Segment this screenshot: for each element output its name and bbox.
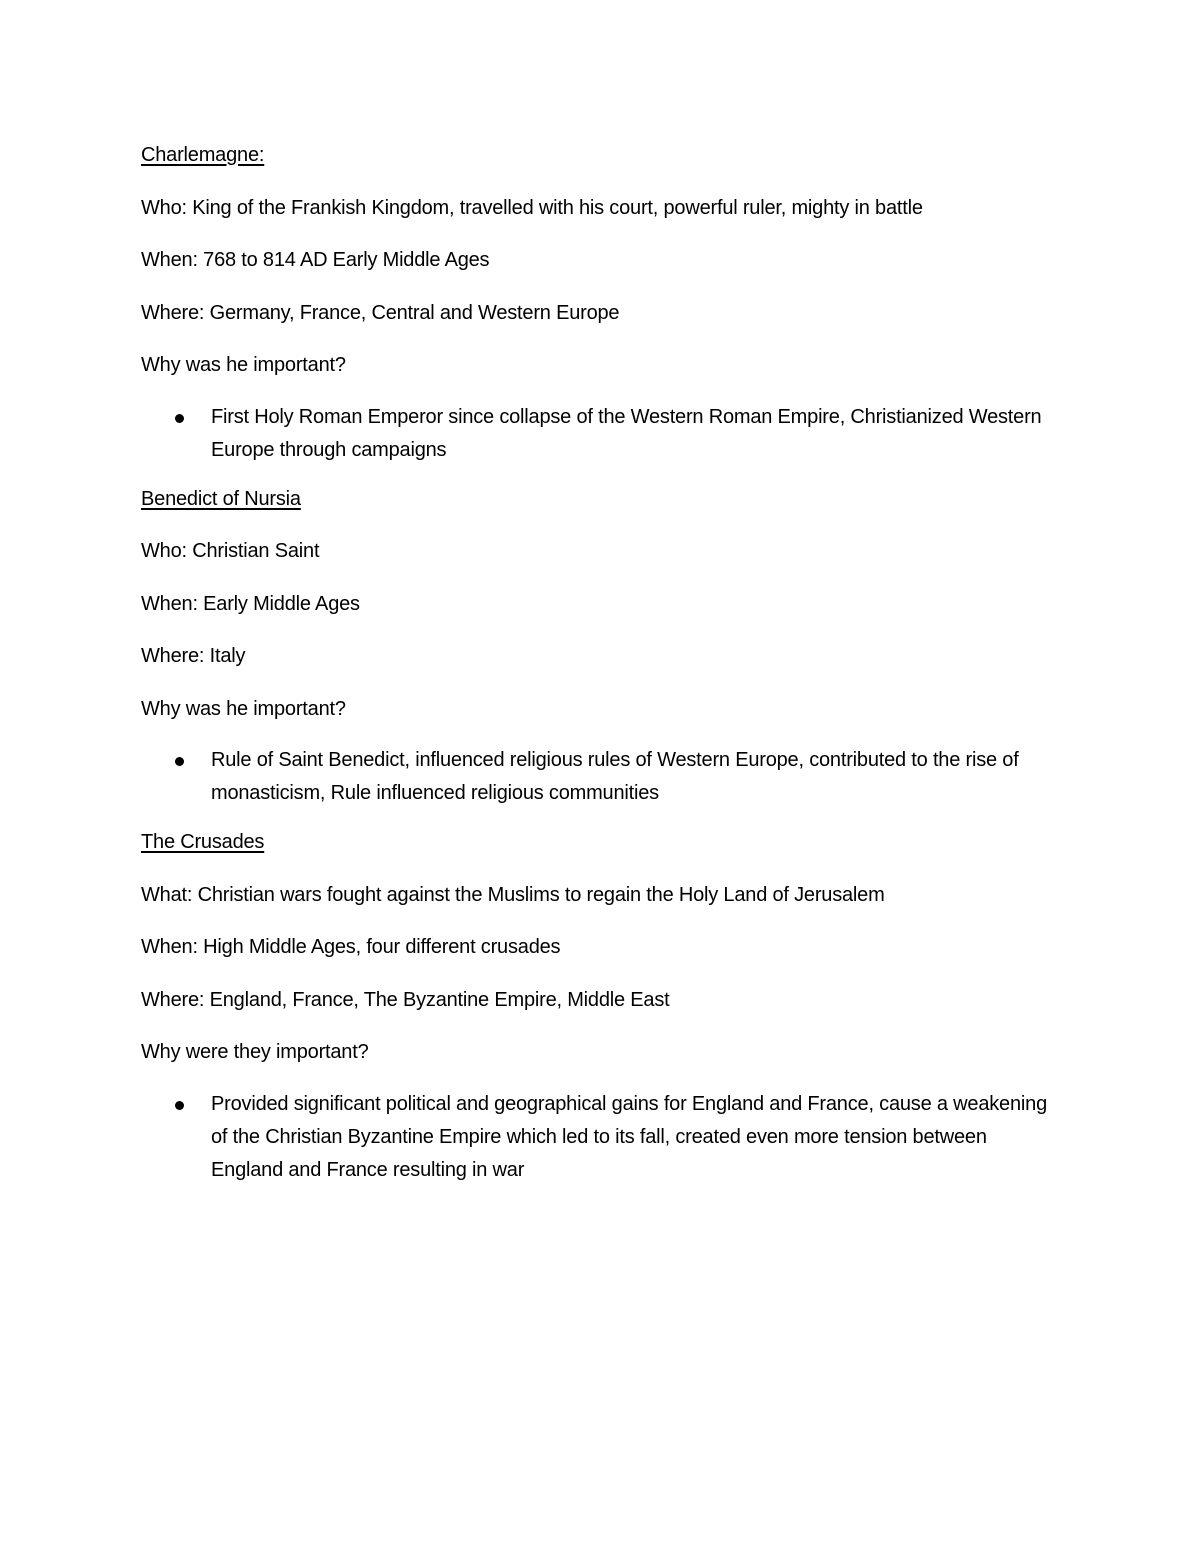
document-body: [141, 142, 1061, 1206]
bullet-item: [141, 1088, 1061, 1187]
section-heading-charlemagne: Charlemagne:: [141, 144, 265, 166]
what-line: What: Christian wars fought against the Muslims to regain the Holy Land of Jerusalem: [141, 883, 885, 906]
bullet-item: [141, 744, 1061, 810]
bullet-text: Provided significant political and geographical gains for England and France, cause a weakening of the Christian Byzantine Empire which led to its fall, created even more tension between England and France resulting in war: [211, 1092, 1047, 1181]
bullet-icon: [175, 1101, 184, 1110]
when-line: When: Early Middle Ages: [141, 592, 360, 615]
where-line: Where: Germany, France, Central and Western Europe: [141, 301, 620, 324]
section-heading-benedict: Benedict of Nursia: [141, 487, 301, 510]
why-question: Why was he important?: [141, 354, 346, 376]
who-line: Who: Christian Saint: [141, 540, 320, 562]
bullet-text: Rule of Saint Benedict, influenced religious rules of Western Europe, contributed to the rise of monasticism, Rule influenced religious communities: [211, 749, 1019, 804]
why-question: Why were they important?: [141, 1041, 369, 1063]
when-line: When: High Middle Ages, four different crusades: [141, 936, 561, 958]
when-line: When: 768 to 814 AD Early Middle Ages: [141, 249, 490, 271]
where-line: Where: Italy: [141, 645, 246, 667]
where-line: Where: England, France, The Byzantine Empire, Middle East: [141, 988, 670, 1011]
why-question: Why was he important?: [141, 697, 346, 720]
bullet-item: [141, 401, 1061, 467]
bullet-icon: [175, 757, 184, 766]
section-heading-crusades: The Crusades: [141, 831, 265, 853]
who-line: Who: King of the Frankish Kingdom, travelled with his court, powerful ruler, mighty in battle: [141, 196, 923, 219]
bullet-icon: [175, 414, 184, 423]
bullet-text: First Holy Roman Emperor since collapse of the Western Roman Empire, Christianized Western Europe through campaigns: [211, 405, 1042, 461]
